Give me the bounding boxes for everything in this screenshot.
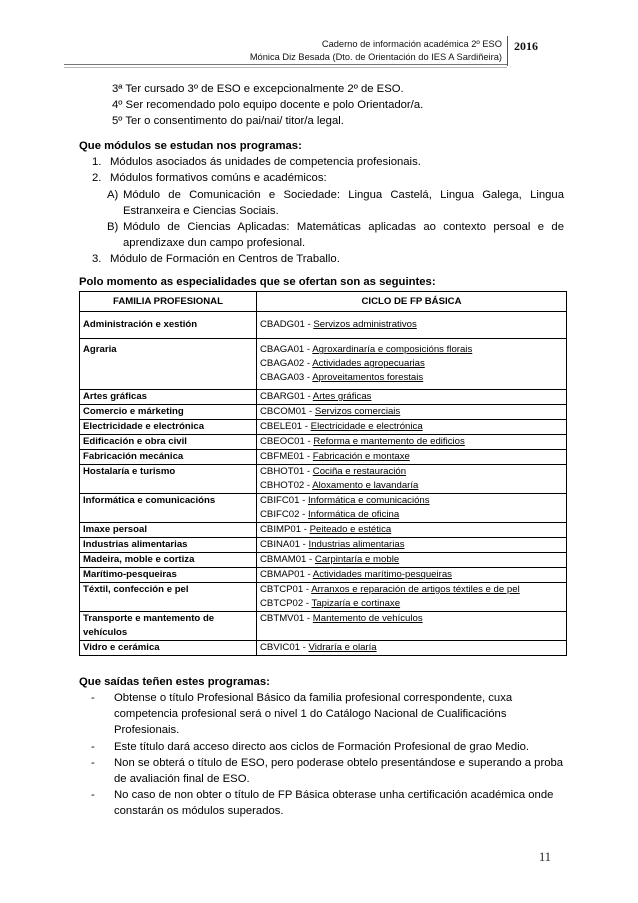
family-cell: Madeira, moble e cortiza (80, 553, 257, 568)
table-row (80, 641, 567, 656)
cycle-name: Artes gráficas (312, 391, 372, 403)
list-item-text: Obtense o título Profesional Básico da familia profesional correspondente, cuxa competencia profesional será o nivel 1 do Catálogo Nacional de Cualificacións Profesionais. (114, 692, 513, 737)
cycle-entry: CBIFC02 - Informática de oficina (260, 509, 400, 521)
header-rule (64, 64, 507, 65)
cycle-cell (257, 641, 567, 656)
module-item-1-text: Módulos asociados ás unidades de competencia profesionais. (110, 156, 421, 169)
module-sub-a (79, 187, 564, 219)
header-text (250, 38, 502, 63)
cycle-name: Servizos comerciais (314, 406, 401, 418)
family-cell: Administración e xestión (80, 312, 257, 339)
table-row (80, 339, 567, 390)
table-row (80, 435, 567, 450)
module-item-3-text: Módulo de Formación en Centros de Traballo. (110, 252, 340, 265)
cycle-code: CBEOC01 (260, 436, 305, 448)
cycle-code: CBTMV01 (260, 613, 305, 625)
cycle-code: CBAGA03 (260, 372, 305, 384)
family-cell: Informática e comunicacións (80, 494, 257, 523)
cycle-entry: CBAGA02 - Actividades agropecuarias (260, 358, 425, 370)
column-header-cycle: CICLO DE FP BÁSICA (257, 292, 567, 312)
header-year: 2016 (514, 39, 538, 53)
table-row (80, 583, 567, 612)
requirement-3: 3ª Ter cursado 3º de ESO e excepcionalmente 2º de ESO. (112, 83, 404, 95)
table-row (80, 494, 567, 523)
cycle-entry: CBARG01 - Artes gráficas (260, 391, 372, 403)
modules-heading: Que módulos se estudan nos programas: (79, 140, 302, 153)
module-item-2 (79, 170, 564, 186)
cycle-cell (257, 420, 567, 435)
cycle-cell (257, 450, 567, 465)
cycle-entry: CBIMP01 - Peiteado e estética (260, 524, 392, 536)
table-row (80, 405, 567, 420)
module-sub-b-label: B) (107, 220, 119, 233)
requirement-4: 4º Ser recomendado polo equipo docente e polo Orientador/a. (112, 99, 424, 112)
cycle-cell (257, 312, 567, 339)
family-cell: Téxtil, confección e pel (80, 583, 257, 612)
page-content (79, 81, 564, 819)
cycle-name: Cociña e restauración (312, 466, 407, 478)
cycle-code: CBCOM01 (260, 406, 307, 418)
table-row (80, 450, 567, 465)
list-item-text: No caso de non obter o título de FP Básica obterase unha certificación académica onde constarán os módulos superados. (114, 788, 554, 817)
requirement-5: 5º Ter o consentimento do pai/nai/ titor/a legal. (112, 115, 344, 128)
cycle-name: Mantemento de vehículos (312, 613, 423, 625)
cycle-cell (257, 339, 567, 390)
specialties-table (79, 291, 567, 656)
table-row (80, 568, 567, 583)
cycle-entry: CBMAM01 - Carpintaría e moble (260, 554, 400, 566)
cycle-code: CBTCP02 (260, 598, 304, 610)
cycle-code: CBFME01 (260, 451, 305, 463)
cycle-code: CBARG01 (260, 391, 305, 403)
cycle-code: CBMAM01 (260, 554, 307, 566)
cycle-code: CBIFC01 (260, 495, 300, 507)
cycle-entry: CBTCP01 - Arranxos e reparación de artigos téxtiles e de pel (260, 584, 520, 596)
cycle-entry: CBHOT02 - Aloxamento e lavandaría (260, 480, 419, 492)
exits-heading: Que saídas teñen estes programas: (79, 676, 270, 689)
family-cell: Transporte e mantemento de vehículos (80, 612, 257, 641)
cycle-name: Vidraría e olaría (308, 642, 377, 654)
module-item-2-label: 2. (92, 172, 102, 185)
cycle-name: Agroxardinaría e composicións florais (312, 344, 473, 356)
cycle-code: CBELE01 (260, 421, 303, 433)
module-sub-a-text: Módulo de Comunicación e Sociedade: Lingua Castelá, Lingua Galega, Lingua Estranxeira e Ciencias Sociais. (123, 188, 564, 217)
family-cell: Fabricación mecánica (80, 450, 257, 465)
cycle-cell (257, 523, 567, 538)
cycle-entry: CBTCP02 - Tapizaría e cortinaxe (260, 598, 401, 610)
cycle-cell (257, 538, 567, 553)
header-line-1: Caderno de información académica 2º ESO (321, 39, 502, 49)
cycle-name: Aproveitamentos forestais (312, 372, 424, 384)
table-row (80, 538, 567, 553)
cycle-name: Peiteado e estética (309, 524, 392, 536)
list-item (79, 787, 564, 819)
cycle-entry: CBMAP01 - Actividades marítimo-pesqueiras (260, 569, 452, 581)
page-header (0, 36, 638, 76)
cycle-entry: CBEOC01 - Reforma e mantemento de edificios (260, 436, 465, 448)
table-row (80, 612, 567, 641)
bullet-dash: - (91, 788, 95, 801)
header-rule-secondary (64, 67, 507, 68)
cycle-name: Actividades marítimo-pesqueiras (312, 569, 452, 581)
column-header-family: FAMILIA PROFESIONAL (80, 292, 257, 312)
module-item-2-text: Módulos formativos comúns e académicos: (110, 172, 327, 185)
cycle-entry: CBINA01 - Industrias alimentarias (260, 539, 405, 551)
cycle-name: Informática e comunicacións (307, 495, 430, 507)
cycle-entry: CBAGA03 - Aproveitamentos forestais (260, 372, 424, 384)
cycle-code: CBADG01 (260, 319, 305, 331)
exits-list (79, 690, 564, 819)
cycle-cell (257, 390, 567, 405)
cycle-cell (257, 435, 567, 450)
module-sub-b (79, 219, 564, 251)
module-item-1 (79, 154, 564, 170)
table-header-row (80, 292, 567, 312)
cycle-cell (257, 583, 567, 612)
family-cell: Hostalaría e turismo (80, 465, 257, 494)
family-cell: Industrias alimentarias (80, 538, 257, 553)
cycle-cell (257, 553, 567, 568)
page-number: 11 (539, 850, 552, 864)
family-cell: Edificación e obra civil (80, 435, 257, 450)
cycle-code: CBTCP01 (260, 584, 304, 596)
list-item-text: Non se obterá o título de ESO, pero poderase obtelo presentándose e superando a proba de avaliación final de ESO. (114, 756, 564, 785)
module-item-3 (79, 251, 564, 267)
cycle-name: Servizos administrativos (313, 319, 417, 331)
family-cell: Agraria (80, 339, 257, 390)
cycle-entry: CBVIC01 - Vidraría e olaría (260, 642, 377, 654)
cycle-code: CBAGA01 (260, 344, 305, 356)
cycle-name: Electricidade e electrónica (310, 421, 423, 433)
list-item (79, 690, 564, 738)
header-line-2: Mónica Diz Besada (Dto. de Orientación do IES A Sardiñeira) (249, 51, 502, 62)
bullet-dash: - (91, 740, 95, 753)
cycle-entry: CBELE01 - Electricidade e electrónica (260, 421, 423, 433)
list-item (79, 755, 564, 787)
cycle-entry: CBFME01 - Fabricación e montaxe (260, 451, 410, 463)
cycle-name: Arranxos e reparación de artigos téxtiles e de pel (311, 584, 520, 596)
module-item-3-label: 3. (92, 252, 102, 265)
cycle-cell (257, 494, 567, 523)
table-row (80, 390, 567, 405)
specialties-heading: Polo momento as especialidades que se ofertan son as seguintes: (79, 276, 436, 289)
bullet-dash: - (91, 756, 95, 769)
cycle-name: Fabricación e montaxe (312, 451, 410, 463)
cycle-name: Industrias alimentarias (308, 539, 405, 551)
table-row (80, 553, 567, 568)
family-cell: Artes gráficas (80, 390, 257, 405)
bullet-dash: - (91, 692, 95, 705)
cycle-cell (257, 612, 567, 641)
module-item-1-label: 1. (92, 156, 102, 169)
cycle-entry: CBHOT01 - Cociña e restauración (260, 466, 407, 478)
list-item-text: Este título dará acceso directo aos ciclos de Formación Profesional de grao Medio. (114, 740, 530, 753)
table-row (80, 420, 567, 435)
table-row (80, 312, 567, 339)
cycle-entry: CBAGA01 - Agroxardinaría e composicións florais (260, 344, 473, 356)
cycle-cell (257, 568, 567, 583)
cycle-entry: CBADG01 - Servizos administrativos (260, 319, 417, 331)
cycle-code: CBHOT01 (260, 466, 305, 478)
list-item (79, 739, 564, 755)
family-cell: Vidro e cerámica (80, 641, 257, 656)
family-cell: Imaxe persoal (80, 523, 257, 538)
cycle-code: CBVIC01 (260, 642, 300, 654)
table-row (80, 465, 567, 494)
cycle-name: Reforma e mantemento de edificios (313, 436, 465, 448)
cycle-name: Aloxamento e lavandaría (312, 480, 419, 492)
cycle-cell (257, 465, 567, 494)
family-cell: Electricidade e electrónica (80, 420, 257, 435)
cycle-code: CBHOT02 (260, 480, 305, 492)
table-body (80, 312, 567, 656)
cycle-code: CBIMP01 (260, 524, 302, 536)
cycle-name: Carpintaría e moble (314, 554, 400, 566)
module-sub-a-label: A) (107, 188, 119, 201)
cycle-code: CBAGA02 (260, 358, 305, 370)
cycle-code: CBIFC02 (260, 509, 300, 521)
module-sub-b-text: Módulo de Ciencias Aplicadas: Matemáticas aplicadas ao contexto persoal e de aprendizaxe dun campo profesional. (123, 220, 564, 249)
cycle-cell (257, 405, 567, 420)
cycle-name: Actividades agropecuarias (312, 358, 425, 370)
cycle-name: Tapizaría e cortinaxe (311, 598, 401, 610)
cycle-entry: CBTMV01 - Mantemento de vehículos (260, 613, 423, 625)
cycle-code: CBINA01 (260, 539, 300, 551)
header-divider (507, 36, 508, 66)
table-row (80, 523, 567, 538)
cycle-entry: CBIFC01 - Informática e comunicacións (260, 495, 430, 507)
family-cell: Comercio e márketing (80, 405, 257, 420)
family-cell: Marítimo-pesqueiras (80, 568, 257, 583)
cycle-name: Informática de oficina (307, 509, 400, 521)
cycle-entry: CBCOM01 - Servizos comerciais (260, 406, 401, 418)
cycle-code: CBMAP01 (260, 569, 305, 581)
